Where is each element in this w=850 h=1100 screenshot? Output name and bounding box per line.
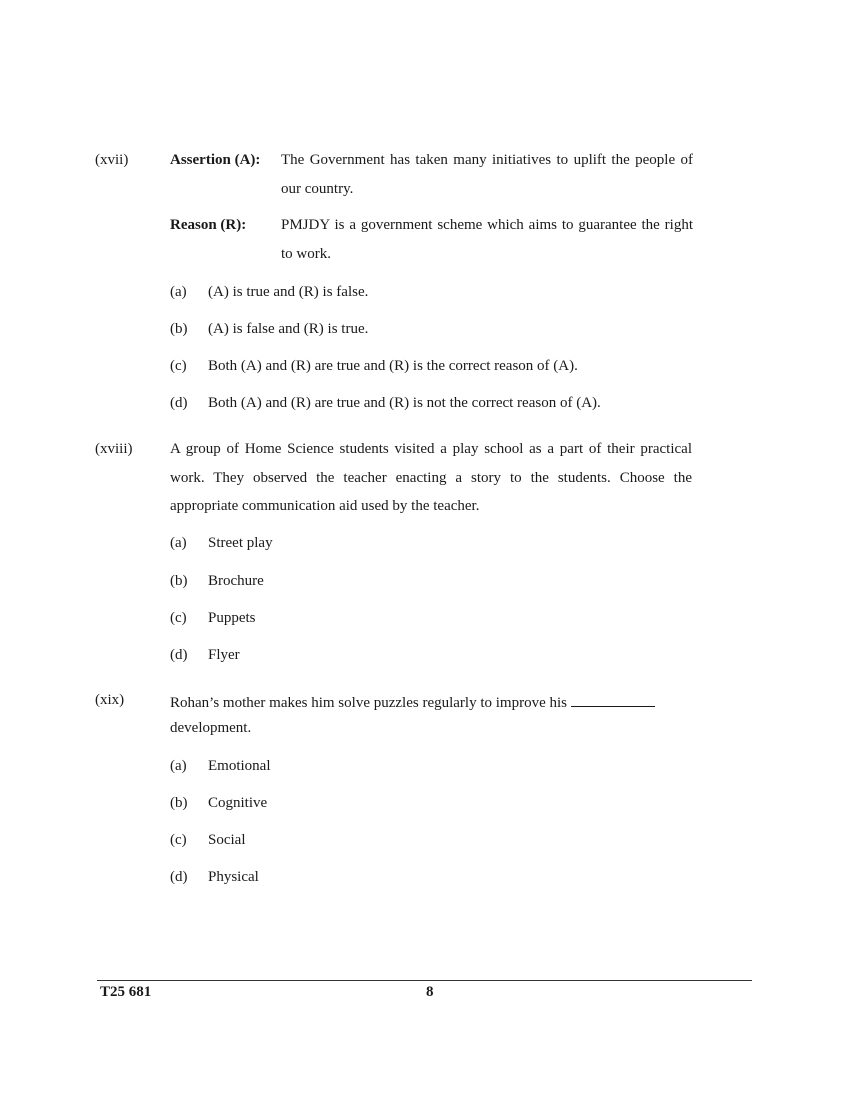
option-text: (A) is false and (R) is true. — [208, 321, 369, 337]
question-number: (xvii) — [95, 152, 129, 168]
question-text-line: development. — [170, 720, 252, 736]
option-letter: (a) — [170, 535, 187, 551]
option-text: Both (A) and (R) are true and (R) is the correct reason of (A). — [208, 358, 578, 374]
option-letter: (b) — [170, 573, 188, 589]
option-text: Puppets — [208, 610, 256, 626]
question-text: A group of Home Science students visited a play school as a part of their practical work. They observed the teacher enacting a story to the students. Choose the appropriate communication aid used by the teacher. — [170, 441, 692, 514]
option-letter: (a) — [170, 284, 187, 300]
option-letter: (d) — [170, 869, 188, 885]
option-letter: (a) — [170, 758, 187, 774]
option-text: Flyer — [208, 647, 240, 663]
question-number: (xix) — [95, 692, 125, 708]
option-text: Brochure — [208, 573, 264, 589]
option-text: Cognitive — [208, 795, 268, 811]
option-letter: (d) — [170, 647, 188, 663]
question-text-part: Rohan’s mother makes him solve puzzles regularly to improve his — [170, 695, 568, 711]
option-text: (A) is true and (R) is false. — [208, 284, 369, 300]
reason-text: PMJDY is a government scheme which aims to guarantee the right to work. — [281, 217, 693, 262]
question-text-line — [170, 692, 655, 712]
option-text: Emotional — [208, 758, 271, 774]
assertion-label: Assertion (A): — [170, 152, 261, 168]
reason-label: Reason (R): — [170, 217, 247, 233]
option-letter: (b) — [170, 321, 188, 337]
question-number: (xviii) — [95, 441, 133, 457]
option-text: Social — [208, 832, 246, 848]
page-number: 8 — [426, 984, 434, 1000]
option-letter: (c) — [170, 832, 187, 848]
footer-divider — [97, 980, 752, 981]
option-text: Physical — [208, 869, 259, 885]
option-letter: (b) — [170, 795, 188, 811]
option-letter: (c) — [170, 358, 187, 374]
option-letter: (c) — [170, 610, 187, 626]
option-letter: (d) — [170, 395, 188, 411]
fill-in-blank — [571, 692, 655, 707]
option-text: Street play — [208, 535, 273, 551]
paper-code: T25 681 — [100, 984, 152, 1000]
assertion-text: The Government has taken many initiatives to uplift the people of our country. — [281, 152, 693, 197]
option-text: Both (A) and (R) are true and (R) is not the correct reason of (A). — [208, 395, 601, 411]
